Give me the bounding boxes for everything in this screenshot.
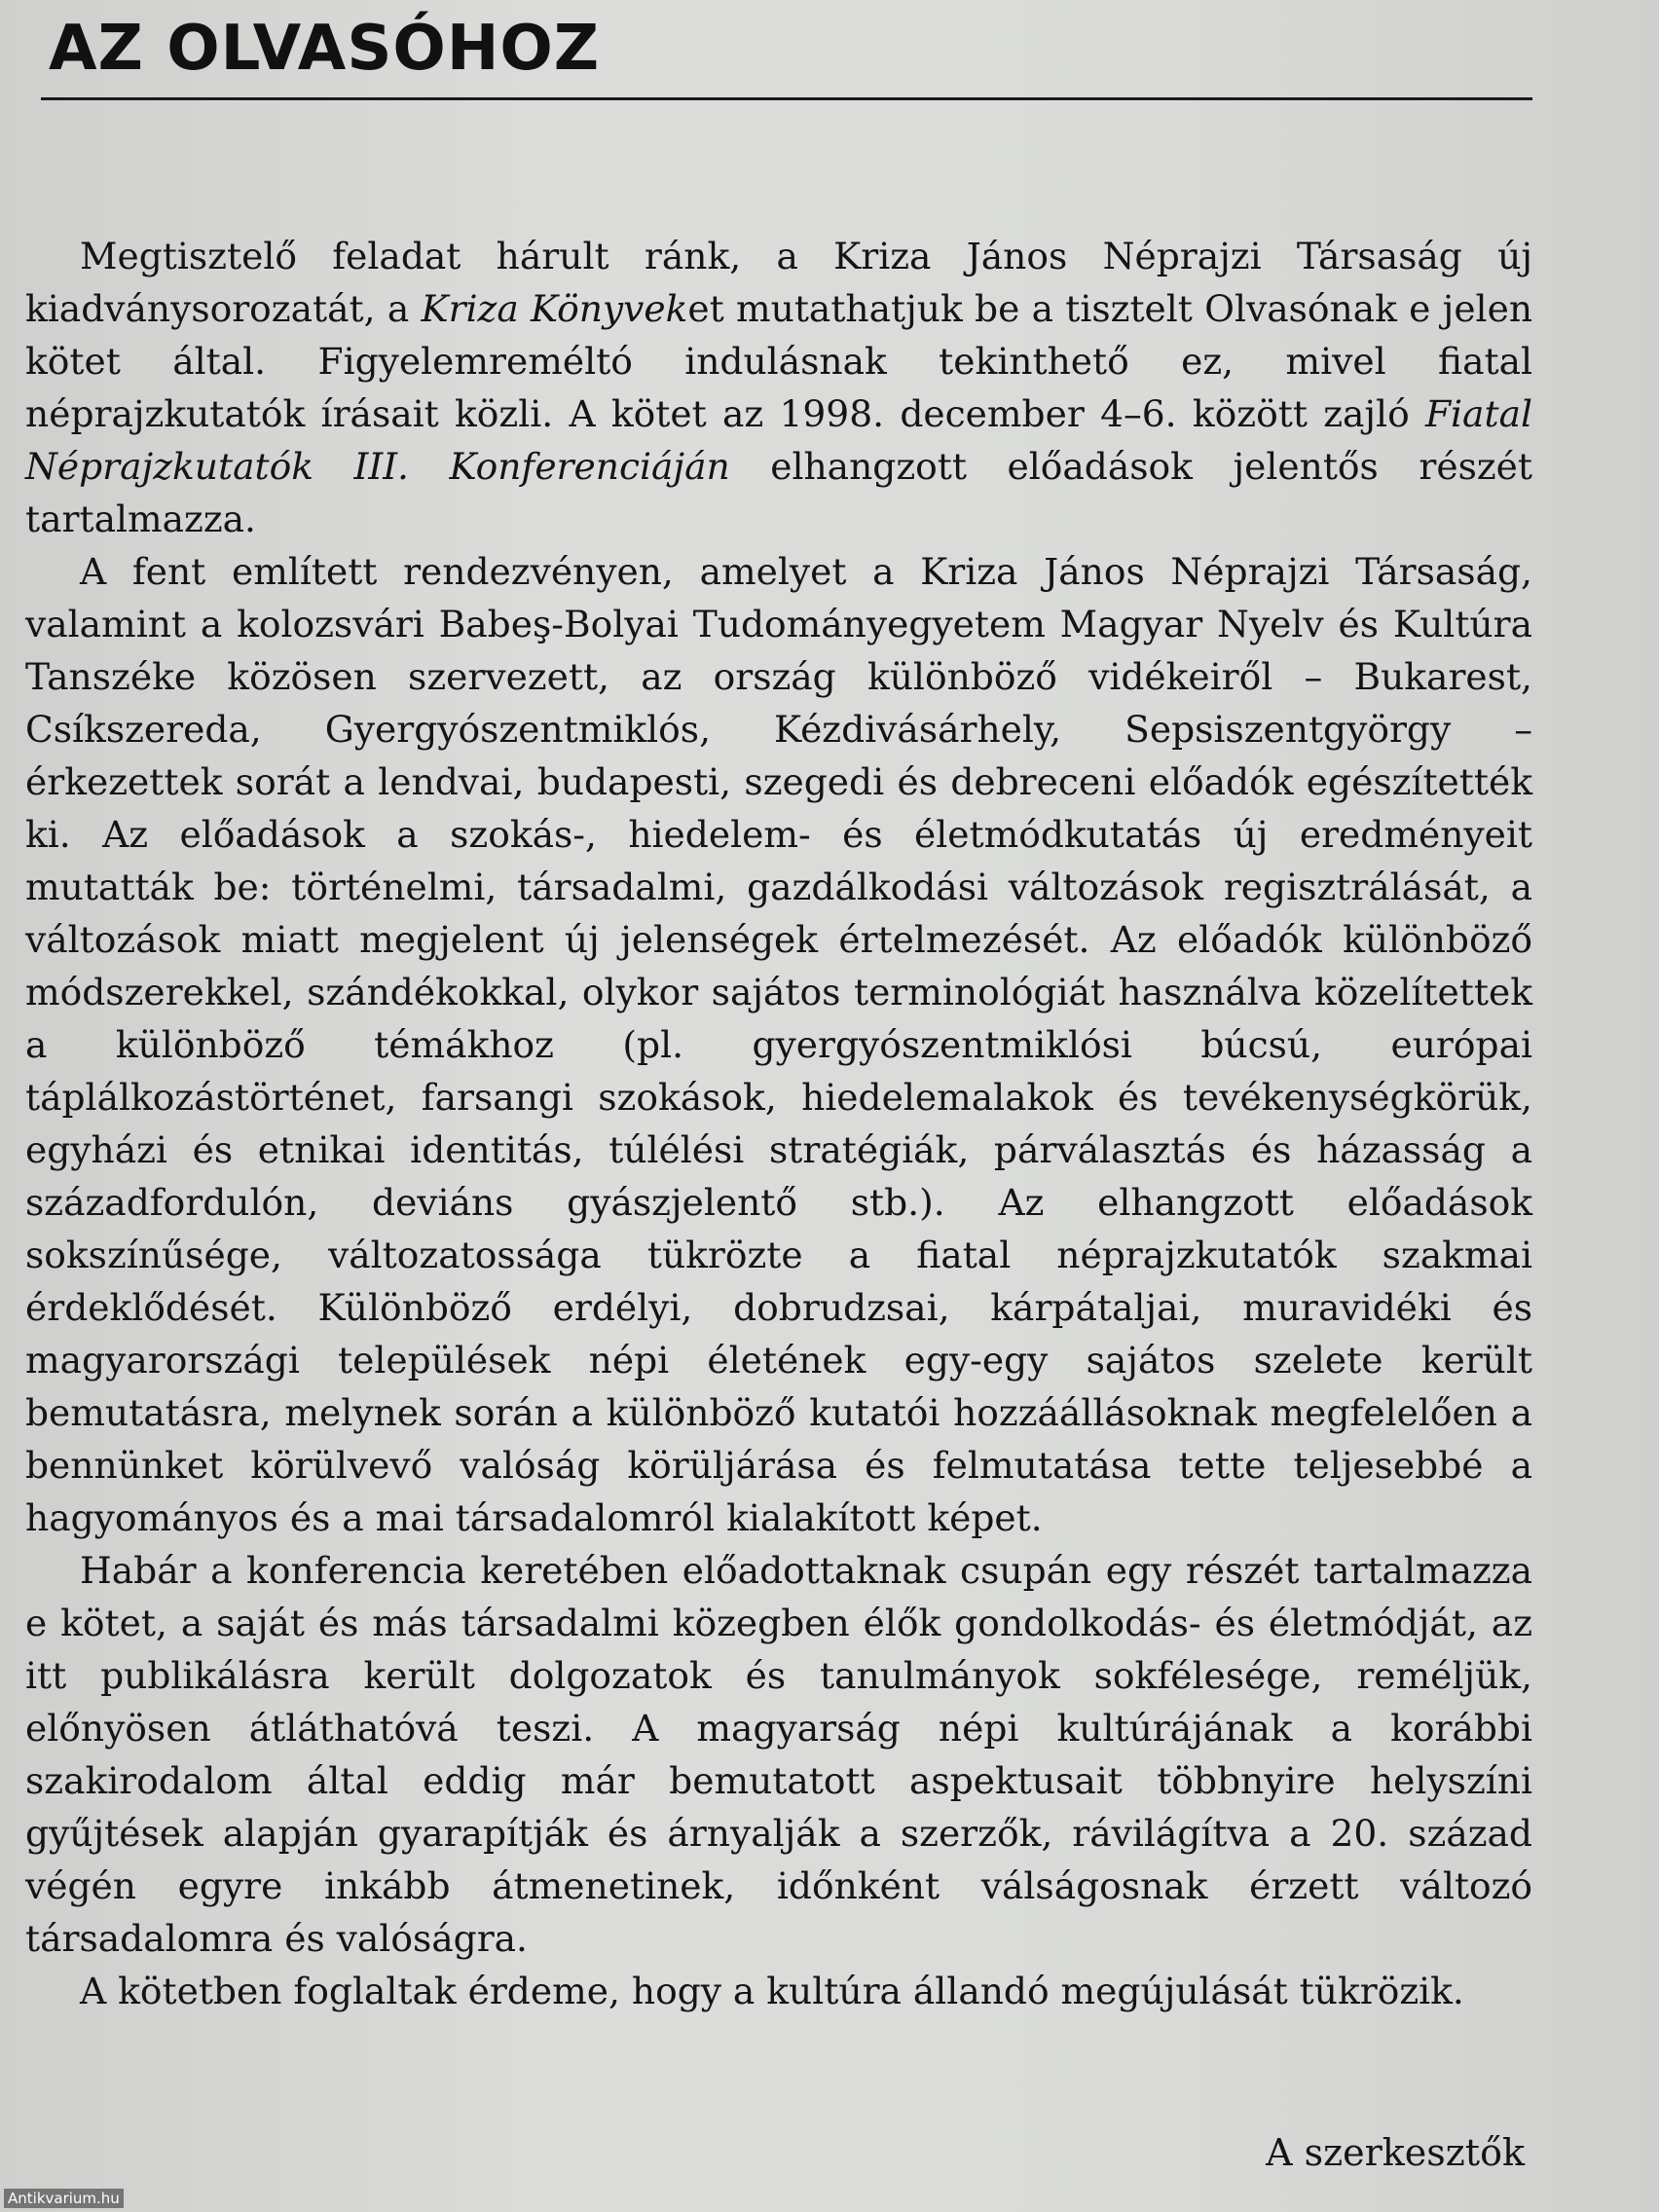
title-underline-divider [41, 97, 1532, 100]
reverse-page-bleed-through [1178, 39, 1645, 191]
watermark-label: Antikvarium.hu [4, 2189, 124, 2208]
paragraph-1: Megtisztelő feladat hárult ránk, a Kriza János Néprajzi Társaság új kiadványsorozatát, a Kriza Könyveket mutathatjuk be a tisztelt Olvasónak e jelen kötet által. Figyelemreméltó indulásnak tekinthető ez, mivel fiatal néprajzkutatók írásait közli. A kötet az 1998. december 4–6. között zajló Fiatal Néprajzkutatók III. Konferenciáján elhangzott előadások jelentős részét tartalmazza. [25, 235, 1533, 540]
foreword-body [25, 230, 1532, 2017]
paragraph-2: A fent említett rendezvényen, amelyet a Kriza János Néprajzi Társaság, valamint a kolozsvári Babeş-Bolyai Tudományegyetem Magyar Nyelv és Kultúra Tanszéke közösen szervezett, az ország különböző vidékeiről – Bukarest, Csíkszereda, Gyergyószentmiklós, Kézdivásárhely, Sepsiszentgyörgy – érkezettek sorát a lendvai, budapesti, szegedi és debreceni előadók egészítették ki. Az előadások a szokás-, hiedelem- és életmódkutatás új eredményeit mutatták be: történelmi, társadalmi, gazdálkodási változások regisztrálását, a változások miatt megjelent új jelenségek értelmezését. Az előadók különböző módszerekkel, szándékokkal, olykor sajátos terminológiát használva közelítettek a különböző témákhoz (pl. gyergyószentmiklósi búcsú, európai táplálkozástörténet, farsangi szokások, hiedelemalakok és tevékenységkörük, egyházi és etnikai identitás, túlélési stratégiák, párválasztás és házasság a századfordulón, deviáns gyászjelentő stb.). Az elhangzott előadások sokszínűsége, változatossága tükrözte a fiatal néprajzkutatók szakmai érdeklődését. Különböző erdélyi, dobrudzsai, kárpátaljai, muravidéki és magyarországi települések népi életének egy-egy sajátos szelete került bemutatásra, melynek során a különböző kutatói hozzáállásoknak megfelelően a bennünket körülvevő valóság körüljárása és felmutatása tette teljesebbé a hagyományos és a mai társadalomról kialakított képet. [25, 550, 1532, 1539]
italic-title-text: Kriza Könyvek [421, 287, 688, 330]
paragraph-4: A kötetben foglaltak érdeme, hogy a kultúra állandó megújulását tükrözik. [80, 1970, 1464, 2012]
paragraph-3: Habár a konferencia keretében előadottaknak csupán egy részét tartalmazza e kötet, a saját és más társadalmi közegben élők gondolkodás- és életmódját, az itt publikálásra került dolgozatok és tanulmányok sokfélesége, reméljük, előnyösen átláthatóvá teszi. A magyarság népi kultúrájának a korábbi szakirodalom által eddig már bemutatott aspektusait többnyire helyszíni gyűjtések alapján gyarapítják és árnyalják a szerzők, rávilágítva a 20. század végén egyre inkább átmenetinek, időnként válságosnak érzett változó társadalomra és valóságra. [25, 1549, 1532, 1960]
signature: A szerkesztők [1266, 2131, 1525, 2174]
italic-title-text: Fiatal Néprajzkutatók III. Konferenciáján [25, 392, 1532, 488]
page-title: AZ OLVASÓHOZ [49, 13, 601, 85]
